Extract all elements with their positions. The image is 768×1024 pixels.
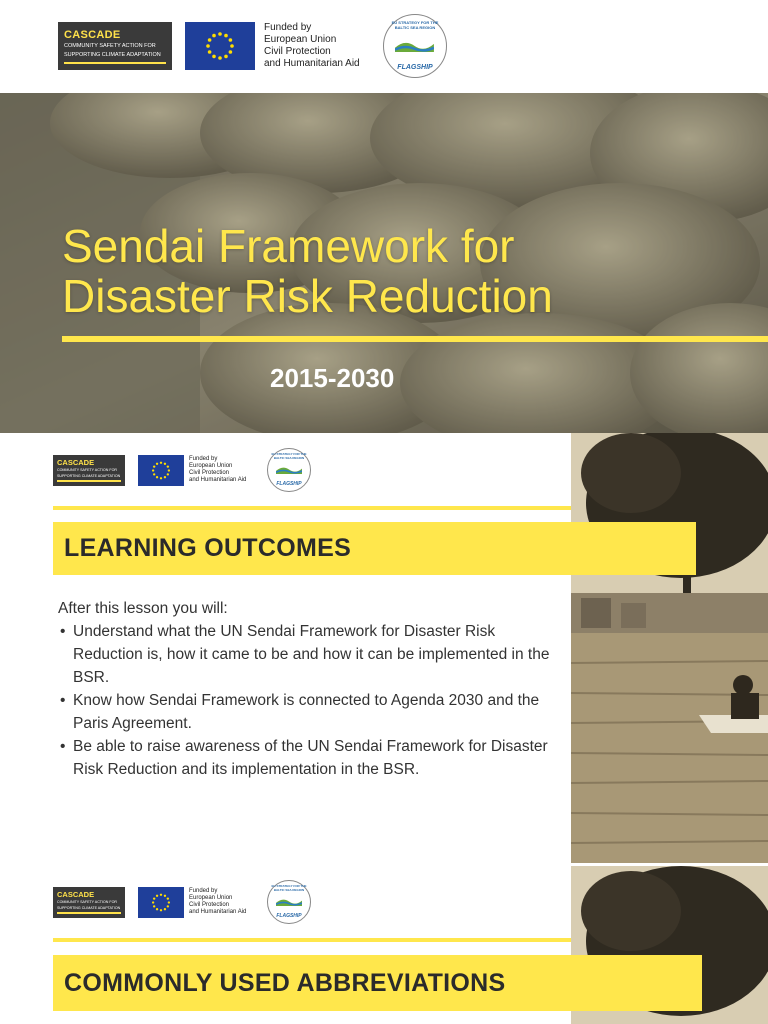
eu-flag-icon bbox=[185, 22, 255, 70]
cascade-logo-tagline-1: COMMUNITY SAFETY ACTION FOR bbox=[57, 900, 117, 905]
flagship-ring-text: EU STRATEGY FOR THE BALTIC SEA REGION bbox=[271, 884, 307, 893]
flagship-wave-icon bbox=[276, 465, 302, 474]
cascade-logo bbox=[58, 22, 172, 70]
flagship-wave-icon bbox=[276, 897, 302, 906]
cascade-logo-tagline-2: SUPPORTING CLIMATE ADAPTATION bbox=[57, 905, 121, 910]
cascade-logo-underline bbox=[64, 62, 166, 64]
page-title: Sendai Framework for Disaster Risk Reduction bbox=[62, 220, 553, 322]
cascade-logo-tagline-1: COMMUNITY SAFETY ACTION FOR bbox=[64, 42, 156, 49]
cascade-logo bbox=[53, 455, 125, 486]
cascade-logo-tagline-1: COMMUNITY SAFETY ACTION FOR bbox=[57, 468, 117, 473]
flagship-wave-icon bbox=[395, 39, 434, 53]
flagship-label: FLAGSHIP bbox=[276, 481, 302, 487]
list-item: • Be able to raise awareness of the UN Sendai Framework for Disaster Risk Reduction and its implementation in the BSR. bbox=[58, 735, 563, 781]
section-divider bbox=[53, 506, 571, 510]
cascade-logo-tagline-2: SUPPORTING CLIMATE ADAPTATION bbox=[64, 51, 161, 58]
funded-by-text: Funded by European Union Civil Protection and Humanitarian Aid bbox=[189, 455, 247, 484]
framework-years: 2015-2030 bbox=[270, 363, 395, 393]
cascade-logo-name: CASCADE bbox=[57, 458, 95, 468]
flagship-logo bbox=[267, 448, 311, 492]
section-divider bbox=[53, 938, 571, 942]
cascade-logo bbox=[53, 887, 125, 918]
flagship-label: FLAGSHIP bbox=[397, 64, 433, 71]
top-logo-strip bbox=[58, 14, 447, 78]
learning-outcomes-heading: LEARNING OUTCOMES bbox=[64, 534, 352, 562]
cascade-logo-tagline-2: SUPPORTING CLIMATE ADAPTATION bbox=[57, 473, 121, 478]
title-underline bbox=[62, 336, 768, 342]
flood-photo-top bbox=[571, 433, 768, 863]
learning-outcomes-banner bbox=[53, 522, 696, 575]
cascade-logo-name: CASCADE bbox=[64, 28, 121, 41]
abbreviations-banner bbox=[53, 955, 702, 1011]
cascade-logo-name: CASCADE bbox=[57, 890, 95, 900]
list-item: • Know how Sendai Framework is connected to Agenda 2030 and the Paris Agreement. bbox=[58, 689, 563, 735]
learning-outcomes-body bbox=[58, 597, 563, 781]
flagship-ring-text: EU STRATEGY FOR THE BALTIC SEA REGION bbox=[391, 19, 439, 30]
abbreviations-heading: COMMONLY USED ABBREVIATIONS bbox=[64, 968, 506, 997]
list-item: • Understand what the UN Sendai Framework for Disaster Risk Reduction is, how it came to be and how it can be implemented in the BSR. bbox=[58, 620, 563, 689]
section-logo-strip-2 bbox=[53, 880, 311, 924]
flagship-logo bbox=[383, 14, 447, 78]
hero-banner bbox=[0, 93, 768, 433]
cascade-logo-underline bbox=[57, 480, 121, 482]
cascade-logo-underline bbox=[57, 912, 121, 914]
funded-by-text: Funded by European Union Civil Protection and Humanitarian Aid bbox=[189, 887, 247, 916]
flagship-logo bbox=[267, 880, 311, 924]
outcomes-intro: After this lesson you will: bbox=[58, 600, 228, 617]
outcomes-list bbox=[58, 620, 563, 781]
eu-flag-icon bbox=[138, 887, 184, 918]
eu-flag-icon bbox=[138, 455, 184, 486]
flagship-label: FLAGSHIP bbox=[276, 913, 302, 919]
section-logo-strip-1 bbox=[53, 448, 311, 492]
funded-by-text: Funded by European Union Civil Protection and Humanitarian Aid bbox=[264, 22, 360, 69]
flagship-ring-text: EU STRATEGY FOR THE BALTIC SEA REGION bbox=[271, 452, 307, 461]
